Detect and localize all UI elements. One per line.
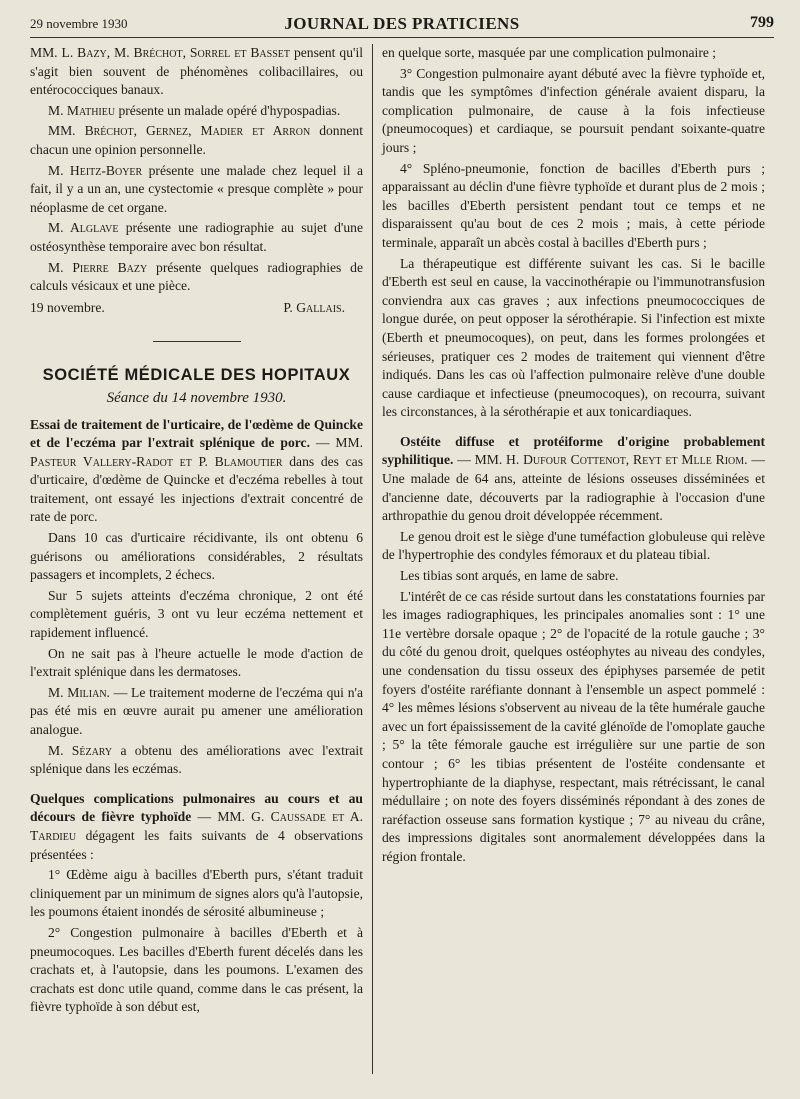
paragraph xyxy=(30,259,363,296)
paragraph: La thérapeutique est différente suivant les cas. Si le bacille d'Eberth est seul en cause, la vaccinothérapie ou l'immunotransfusion conviendra aux cas graves ; aux infections pneumococciques de longue durée, on peut opposer la sérothérapie. Si l'infection est mixte (Eberth et pneumocoques), on peut, dans les formes prolongées et sérieuses, pratiquer ces 2 modes de traitement qui viennent d'être indiqués. Dans les cas où l'affection pulmonaire relève d'une double cause cardiaque et infectieuse (pneumocoques), on recourra, suivant les circonstances, à la sérothérapie et aux tonicardiaques. xyxy=(382,255,765,420)
author-names: — MM. G. Caussade et A. Tardieu xyxy=(30,809,363,843)
speaker-names: MM. L. Bazy, M. Bréchot, Sorrel et Basset xyxy=(30,45,290,60)
paragraph xyxy=(30,122,363,159)
paragraph: 2° Congestion pulmonaire à bacilles d'Eberth et à pneumocoques. Les bacilles d'Eberth furent décelés dans les crachats et, à l'autopsie, dans les poumons. L'examen des crachats est donc utile quand, comme dans le cas présent, la fièvre typhoïde à son début est, xyxy=(30,924,363,1015)
spacer xyxy=(382,424,765,433)
signature-line xyxy=(30,299,363,318)
paragraph xyxy=(30,102,363,121)
speaker-name: M. Heitz-Boyer xyxy=(48,162,143,178)
paragraph: Dans 10 cas d'urticaire récidivante, ils ont obtenu 6 guérisons ou améliorations considérables, 2 résultats passagers et incomplets, 2 échecs. xyxy=(30,530,363,583)
page-number: 799 xyxy=(750,14,774,31)
paragraph: L'intérêt de ce cas réside surtout dans les constatations fournies par les images radiographiques, les principales anomalies sont : 1° une 11e vertèbre dorsale opaque ; 2° de l'opacité de la rotule gauche ; 3° du côté du genou droit, quelques ostéophytes au niveau des condyles, une condensation du tissu osseux des épiphyses parsemée de petit foyers d'ostéite raréfiante donnant à l'ensemble un aspect pommelé : 4° les mêmes lésions s'observent au niveau de la tête humérale gauche avec un fort épaississement de la cavité glénoïde de l'omoplate gauche ; 5° la tête fémorale gauche est irrégulière sur une partie de son contour ; 6° les tibias présentent de l'ostéite condensante et hypertrophiante de la diaphyse, respectant, mais rétrécissant, le canal médullaire ; on note des foyers disséminés répondant à des zones de raréfaction osseuse sans formation kystique ; 7° au niveau du crâne, des impressions digitales sont anormalement développées dans la région frontale. xyxy=(382,588,765,864)
speaker-name: M. Milian. xyxy=(48,684,110,700)
speaker-name: M. Sézary xyxy=(48,742,113,758)
speaker-names: MM. Bréchot, Gernez, Madier et Arron xyxy=(48,123,311,139)
seance-date: Séance du 14 novembre 1930. xyxy=(106,389,287,406)
right-column xyxy=(382,44,765,869)
paragraph-text: — Une malade de 64 ans, atteinte de lésions osseuses disséminées et d'ancienne date, découverts par la radiographie à l'occasion d'une arthropathie du genou droit développée récemment. xyxy=(382,452,765,524)
left-column xyxy=(30,44,363,1019)
paragraph: Les tibias sont arqués, en lame de sabre. xyxy=(400,568,619,584)
speaker-name: M. Mathieu xyxy=(48,102,116,118)
paragraph-text: présente quelques radiographies de calculs vésicaux et une pièce. xyxy=(30,259,363,294)
paragraph xyxy=(30,684,363,740)
section-divider xyxy=(153,341,241,342)
paragraph: 4° Spléno-pneumonie, fonction de bacilles d'Eberth purs ; apparaissant au déclin d'une fièvre typhoïde et durant plus de 2 mois ; les bacilles d'Eberth persistent pendant tout ce temps et ne disparaissent qu'au bout de ces 2 mois ; mais, à cette période terminale, apparaît un abcès costal à bacilles d'Eberth purs ; xyxy=(382,160,765,250)
signature-name: P. Gallais. xyxy=(283,299,345,315)
speaker-name: M. Alglave xyxy=(48,220,119,236)
header-rule xyxy=(30,37,774,38)
paragraph: Sur 5 sujets atteints d'eczéma chronique, 2 ont été complètement guéris, 3 ont vu leur eczéma nettement et rapidement influencé. xyxy=(30,587,363,641)
article-title: Ostéite diffuse et protéiforme d'origine probablement syphilitique. xyxy=(382,433,765,468)
paragraph: Le genou droit est le siège d'une tuméfaction globuleuse qui relève de l'hypertrophie des condyles fémoraux et du plateau tibial. xyxy=(382,528,765,563)
signature-date: 19 novembre. xyxy=(30,299,105,315)
paragraph xyxy=(30,219,363,256)
article-paragraph xyxy=(382,433,765,526)
article-title: Quelques complications pulmonaires au cours et au décours de fièvre typhoïde xyxy=(30,790,363,825)
paragraph-text: pensent qu'il s'agit bien souvent de phénomènes colibacillaires, ou entérococciques banaux. xyxy=(30,45,363,98)
paragraph-text: — Le traitement moderne de l'eczéma qui n'a pas été mis en œuvre aurait pu amener une amélioration analogue. xyxy=(30,684,363,737)
spacer xyxy=(30,781,363,790)
article-paragraph xyxy=(30,790,363,864)
author-names: — MM. H. Dufour Cottenot, Reyt et Mlle Riom. xyxy=(453,452,748,468)
article-title: Essai de traitement de l'urticaire, de l'œdème de Quincke et de l'eczéma par l'extrait splénique de porc. xyxy=(30,416,363,451)
article-paragraph xyxy=(30,416,363,528)
paragraph xyxy=(30,44,363,100)
speaker-name: M. Pierre Bazy xyxy=(48,259,148,275)
running-header xyxy=(30,14,774,36)
paragraph-text: présente un malade opéré d'hypospadias. xyxy=(115,102,341,118)
column-divider xyxy=(372,44,373,1074)
paragraph xyxy=(30,742,363,779)
paragraph-text: dégagent les faits suivants de 4 observations présentées : xyxy=(30,827,363,862)
header-date: 29 novembre 1930 xyxy=(30,16,128,31)
paragraph: en quelque sorte, masquée par une complication pulmonaire ; xyxy=(382,45,717,60)
paragraph-text: présente une radiographie au sujet d'une ostéosynthèse temporaire avec bon résultat. xyxy=(30,220,363,254)
paragraph-text: a obtenu des améliorations avec l'extrait splénique dans les eczémas. xyxy=(30,742,363,777)
journal-title: JOURNAL DES PRATICIENS xyxy=(284,14,520,33)
paragraph: 1° Œdème aigu à bacilles d'Eberth purs, s'étant traduit cliniquement par un minimum de signes alors qu'à l'autopsie, les poumons étaient inondés de sérosité albumineuse ; xyxy=(30,867,363,920)
paragraph: 3° Congestion pulmonaire ayant débuté avec la fièvre typhoïde et, tandis que les symptômes d'infection générale avaient disparu, la complication pulmonaire, de cause à la fois infectieuse (pneumocoques) et cardiaque, se poursuit pendant soixante-quatre jours ; xyxy=(382,65,765,155)
paragraph-text: dans des cas d'urticaire, d'œdème de Quincke et d'eczéma rebelles à tout traitement, ont essayé les injections d'extrait concentré de rate de porc. xyxy=(30,453,363,525)
paragraph: On ne sait pas à l'heure actuelle le mode d'action de l'extrait splénique dans les dermatoses. xyxy=(30,645,363,680)
paragraph-text: donnent chacun une opinion personnelle. xyxy=(30,123,364,157)
author-names: — MM. Pasteur Vallery-Radot et P. Blamoutier xyxy=(30,435,364,469)
section-title: SOCIÉTÉ MÉDICALE DES HOPITAUX xyxy=(42,366,351,385)
paragraph xyxy=(30,162,363,218)
paragraph-text: présente une malade chez lequel il a fait, il y a un an, une cystectomie « presque complète » pour néoplasme de cet organe. xyxy=(30,162,364,215)
